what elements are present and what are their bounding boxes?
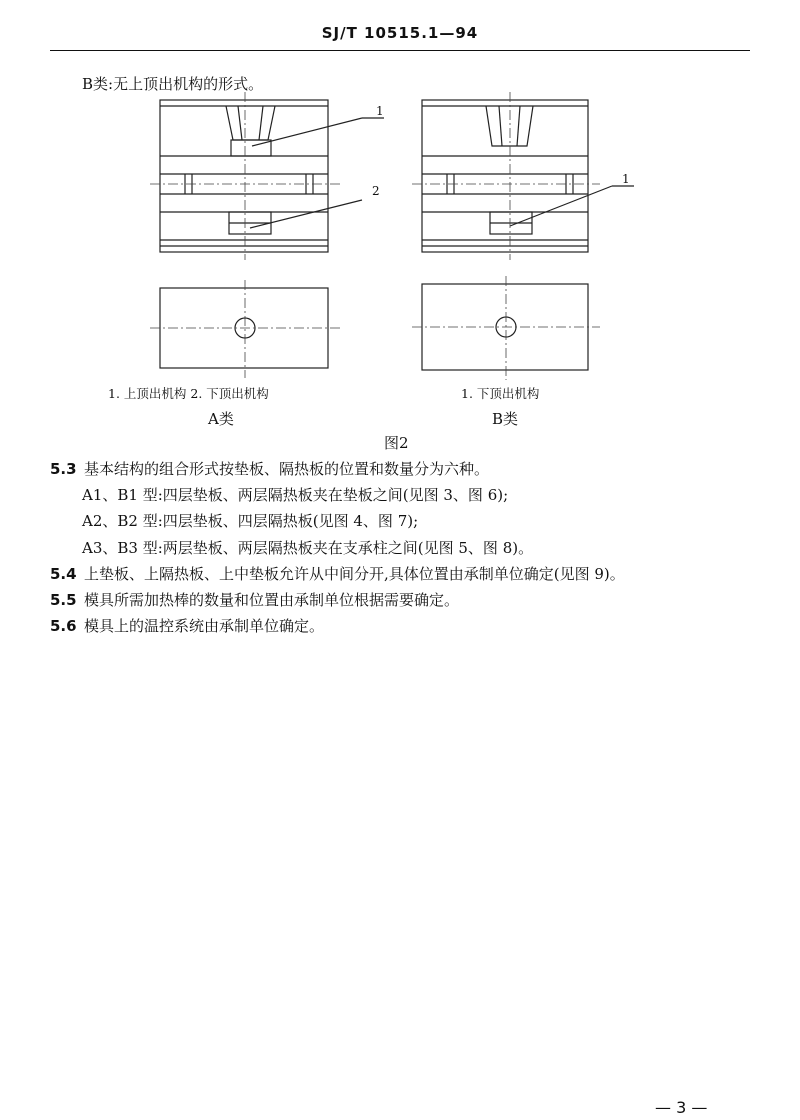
intro-line: B类:无上顶出机构的形式。 xyxy=(82,75,264,93)
figure-a-label-2: 2 xyxy=(372,184,380,198)
clause-5-3-a2b2: A2、B2 型:四层垫板、四层隔热板(见图 4、图 7); xyxy=(82,512,419,530)
clause-5-3-a1b1: A1、B1 型:四层垫板、两层隔热板夹在垫板之间(见图 3、图 6); xyxy=(82,486,509,504)
clause-5-6: 5.6 模具上的温控系统由承制单位确定。 xyxy=(50,617,325,635)
figure-b-label-1: 1 xyxy=(622,172,630,186)
clause-5-3: 5.3 基本结构的组合形式按垫板、隔热板的位置和数量分为六种。 xyxy=(50,460,490,478)
document-code: SJ/T 10515.1—94 xyxy=(321,24,479,42)
clause-5-4: 5.4 上垫板、上隔热板、上中垫板允许从中间分开,具体位置由承制单位确定(见图 9)。 xyxy=(50,565,625,583)
figure-a-label-1: 1 xyxy=(376,104,384,118)
type-b-elevation xyxy=(422,100,634,252)
clause-5-3-a3b3: A3、B3 型:两层垫板、两层隔热板夹在支承柱之间(见图 5、图 8)。 xyxy=(82,539,534,557)
figure-2-drawing xyxy=(0,0,800,450)
figure-title: 图2 xyxy=(384,434,409,452)
figure-subtitle-b: B类 xyxy=(492,410,519,428)
clause-5-5: 5.5 模具所需加热棒的数量和位置由承制单位根据需要确定。 xyxy=(50,591,460,609)
figure-caption-a: 1. 上顶出机构 2. 下顶出机构 xyxy=(108,386,269,401)
figure-caption-b: 1. 下顶出机构 xyxy=(461,386,540,401)
type-a-elevation xyxy=(160,100,384,252)
page-number: — 3 — xyxy=(655,1098,708,1117)
figure-subtitle-a: A类 xyxy=(208,410,234,428)
